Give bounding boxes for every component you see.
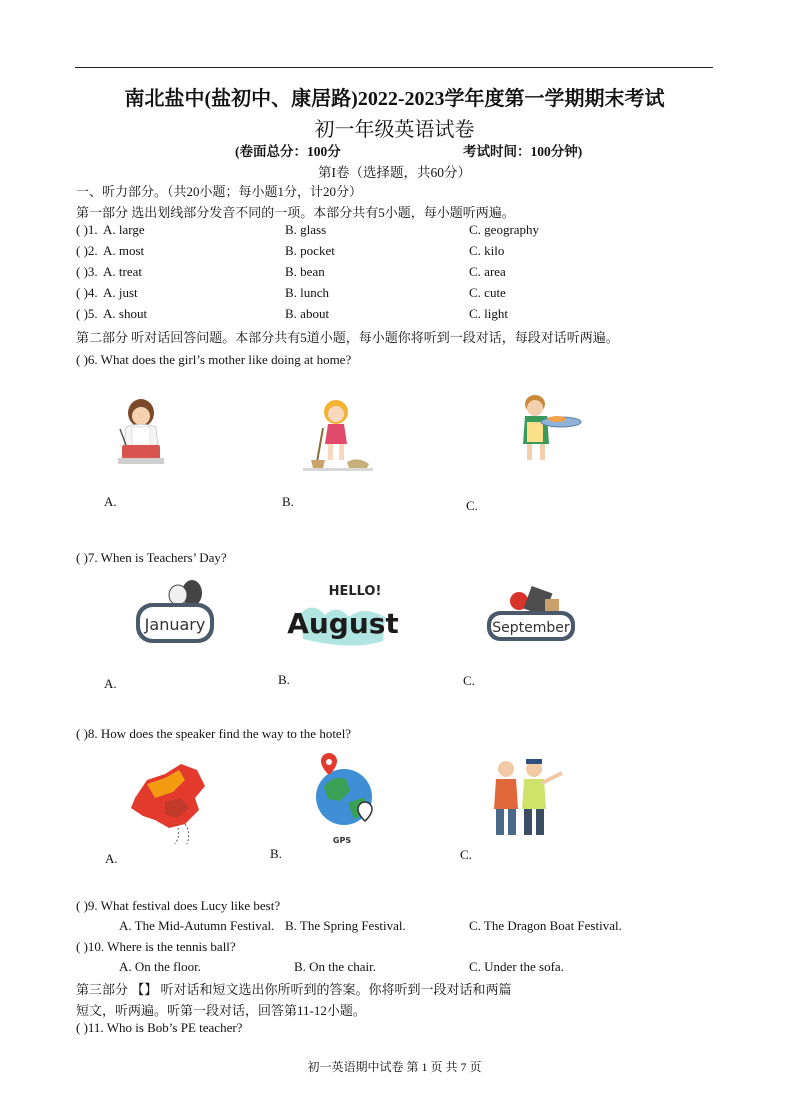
- question-7: ( )7. When is Teachers’ Day?: [76, 550, 227, 565]
- part1-instructions: 第一部分 选出划线部分发音不同的一项。本部分共有5小题，每小题听两遍。: [76, 205, 515, 220]
- september-image: [483, 583, 579, 647]
- q9-option-a: A. The Mid-Autumn Festival.: [119, 918, 275, 933]
- option-c: C. cute: [469, 285, 506, 300]
- cooking-woman-image: [112, 395, 170, 467]
- choice-label-a: A.: [104, 676, 117, 691]
- january-text: January: [144, 615, 206, 634]
- option-a: A. just: [103, 285, 138, 300]
- january-image: [132, 575, 217, 650]
- page-footer: 初一英语期中试卷 第 1 页 共 7 页: [307, 1060, 482, 1074]
- option-a: A. treat: [103, 264, 142, 279]
- sweeping-girl-image: [303, 398, 373, 472]
- map-image: [125, 758, 209, 848]
- question-number: ( )4.: [76, 285, 98, 300]
- q10-option-c: C. Under the sofa.: [469, 959, 564, 974]
- option-b: B. pocket: [285, 243, 335, 258]
- hello-text: HELLO!: [328, 584, 382, 599]
- choice-label-c: C.: [463, 673, 475, 688]
- gps-text: GPS: [332, 836, 352, 845]
- q10-option-a: A. On the floor.: [119, 959, 201, 974]
- question-8: ( )8. How does the speaker find the way to the hotel?: [76, 726, 352, 741]
- option-a: A. large: [103, 222, 145, 237]
- question-number: ( )2.: [76, 243, 98, 258]
- header-rule: [75, 67, 713, 68]
- question-9: ( )9. What festival does Lucy like best?: [76, 898, 281, 913]
- choice-label-c: C.: [466, 498, 478, 513]
- august-text: August: [287, 607, 399, 640]
- option-b: B. glass: [285, 222, 327, 237]
- september-text: September: [492, 620, 570, 636]
- august-image: [287, 573, 399, 655]
- choice-label-a: A.: [105, 851, 118, 866]
- choice-label-c: C.: [460, 847, 472, 862]
- option-c: C. kilo: [469, 243, 505, 258]
- option-c: C. area: [469, 264, 506, 279]
- exam-title: 南北盐中(盐初中、康居路)2022-2023学年度第一学期期末考试: [124, 88, 665, 110]
- q9-option-c: C. The Dragon Boat Festival.: [469, 918, 622, 933]
- question-number: ( )5.: [76, 306, 98, 321]
- choice-label-b: B.: [282, 494, 294, 509]
- gps-globe-image: [306, 757, 376, 847]
- option-c: C. light: [469, 306, 509, 321]
- question-10: ( )10. Where is the tennis ball?: [76, 939, 236, 954]
- score-note: (卷面总分：100分: [235, 144, 341, 159]
- section-heading: 一、听力部分。（共20小题；每小题1分，计20分）: [76, 184, 363, 199]
- question-number: ( )3.: [76, 264, 98, 279]
- choice-label-b: B.: [270, 846, 282, 861]
- part3-instructions-line1: 第三部分 【】 听对话和短文选出你所听到的答案。你将听到一段对话和两篇: [76, 982, 512, 997]
- part3-instructions-line2: 短文，听两遍。听第一段对话，回答第11-12小题。: [76, 1003, 366, 1018]
- option-a: A. most: [103, 243, 145, 258]
- asking-police-image: [476, 755, 566, 840]
- option-a: A. shout: [103, 306, 148, 321]
- question-6: ( )6. What does the girl’s mother like doing at home?: [76, 352, 352, 367]
- choice-label-b: B.: [278, 672, 290, 687]
- option-b: B. bean: [285, 264, 325, 279]
- option-b: B. about: [285, 306, 330, 321]
- q10-option-b: B. On the chair.: [294, 959, 376, 974]
- serving-woman-image: [513, 392, 583, 462]
- volume-heading: 第I卷（选择题，共60分）: [318, 165, 471, 180]
- question-11: ( )11. Who is Bob’s PE teacher?: [76, 1020, 243, 1035]
- exam-subtitle: 初一年级英语试卷: [314, 119, 475, 141]
- time-note: 考试时间：100分钟): [463, 144, 583, 159]
- option-b: B. lunch: [285, 285, 330, 300]
- option-c: C. geography: [469, 222, 540, 237]
- choice-label-a: A.: [104, 494, 117, 509]
- part2-instructions: 第二部分 听对话回答问题。本部分共有5道小题，每小题你将听到一段对话，每段对话听两遍。: [76, 330, 619, 345]
- question-number: ( )1.: [76, 222, 98, 237]
- q9-option-b: B. The Spring Festival.: [285, 918, 406, 933]
